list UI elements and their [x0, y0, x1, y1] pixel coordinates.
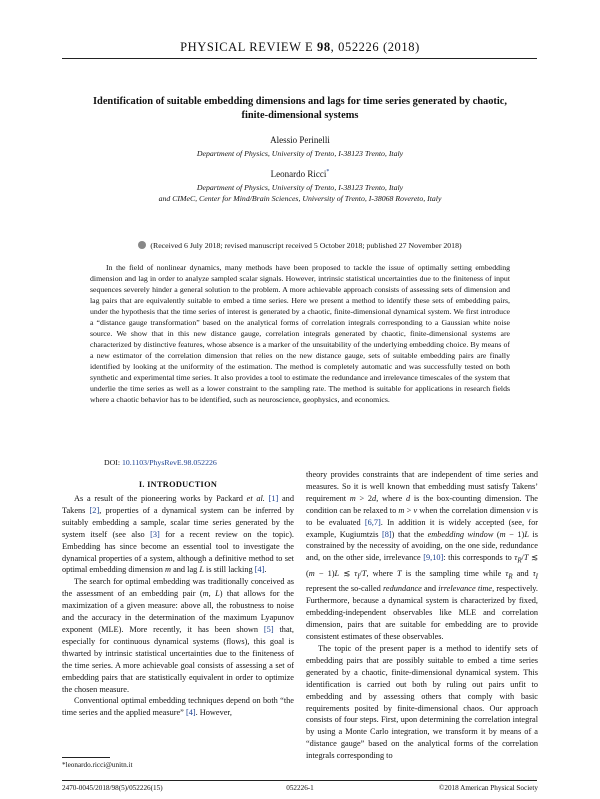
header-rule [62, 58, 537, 59]
journal-header [0, 40, 600, 55]
doi: DOI: 10.1103/PhysRevE.98.052226 [104, 458, 217, 467]
author-affiliation: Department of Physics, University of Trento, I-38123 Trento, Italy [196, 149, 404, 158]
footer-page: 052226-1 [286, 784, 314, 792]
abstract: In the field of nonlinear dynamics, many methods have been proposed to tackle the issue of optimally setting embedding dimension and lag in order to analyze sampled scalar signals. However, intrinsic statistical uncertainties due to the finiteness of input sequences severely hinder a general solution to the problem. A more achievable approach consists of assessing sets of dimension and lag pairs that are equivalently suitable to embed a time series. Here we present a method to identify these sets of embedding pairs, under the hypothesis that the time series of interest is generated by a chaotic, finite-dimensional dynamical system. We first introduce a “distance gauge transformation” based on the analytical forms of correlation integrals corresponding to a Gaussian white noise source. We show that in this new distance gauge, correlation integrals generated by chaotic, finite-dimensional systems are characterized by distinctive features, whose absence is a marker of the unsuitability of the underlying embedding choice. By means of a new estimator of the correlation dimension that relies on the new distance gauge, sets of suitable embedding pairs are finally identified by looking at the uniformity of the estimation. The method is completely automatic and was successfully tested on both synthetic and experimental time series. It also provides a tool to estimate the redundance and irrelevance timescales of the system that underlie the time series as well as a lower constraint to the sampling rate. The method is suitable for applications in research fields where a chaotic behavior has to be identified, such as neuroscience, geophysics, and economics. [90, 263, 510, 404]
left-column: As a result of the pioneering works by Packard et al. [1] and Takens [2], properties of a dynamical system can be inferred by suitably embedding a sample, scalar time series generated by the system itself (see also [3] for a recent review on the topic). Embedding has since become an essential tool to investigate the dynamical properties of a system, although a definitive method to set optimal embedding dimension m and lag L is still lacking [4]. The search for optimal embedding was traditionally conceived as the assessment of an embedding pair (m, L) that allows for the maximization of a given measure: above all, the robustness to noise and the accuracy in the determination of the maximum Lyapunov exponent (MLE). More recently, it has been shown [5] that, especially for continuous dynamical systems (flows), this goal is thwarted by intrinsic statistical uncertainties due to the finiteness of the time series. A more achievable goal consists of assessing a set of embedding pairs that are statistically equivalent in order to optimize the chosen measure. Conventional optimal embedding techniques depend on both “the time series and the applied measure” [4]. However, [62, 494, 295, 718]
journal-volume: 98 [316, 40, 331, 54]
journal-name: PHYSICAL REVIEW E [180, 40, 314, 54]
open-access-icon [138, 241, 146, 249]
footer-copyright: ©2018 American Physical Society [438, 784, 538, 792]
author-affiliation: Department of Physics, University of Trento, I-38123 Trento, Italy [196, 183, 404, 192]
footer-issn: 2470-0045/2018/98(5)/052226(15) [62, 784, 163, 792]
section-heading: I. INTRODUCTION [138, 480, 218, 489]
footnote-rule [62, 757, 110, 758]
footnote: *leonardo.ricci@unitn.it [62, 761, 133, 769]
author-affiliation: and CIMeC, Center for Mind/Brain Sciences, University of Trento, I-38068 Rovereto, Italy [158, 194, 442, 203]
author-mark: * [326, 169, 330, 175]
author-name: Alessio Perinelli [270, 135, 330, 145]
right-column: theory provides constraints that are independent of time series and measures. So it is well known that embedding must satisfy Takens’ requirement m > 2d, where d is the box-counting dimension. The condition can be relaxed to m > ν when the correlation dimension ν is to be evaluated [6,7]. In addition it is widely accepted (see, for example, Kugiumtzis [8]) that the embedding window (m − 1)L is constrained by the necessity of avoiding, on the one side, redundance and, on the other side, irrelevance [9,10]: this corresponds to $\tau_R/T$ ≲ (m − 1)L ≲ $\tau_I/T$, where T is the sampling time while $\tau_R$ and $\tau_I$ represent the so-called redundance and irrelevance time, respectively. Furthermore, because a dynamical system is characterized by fixed, embedding-independent observables like MLE and correlation dimension, pairs that are suitable for embedding are to provide consistent estimates of these observables. The topic of the present paper is a method to identify sets of embedding pairs that are possibly suitable to embed a time series generated by a chaotic, finite-dimensional dynamical system. This identification is carried out both by ruling out pairs unfit to embedding and by assessing others that comply with basic requirements posited by finite-dimensional chaos. Our approach consists of four steps. First, upon determining the correlation integral by using a Monte Carlo integration, we transform it by means of a “distance gauge” based on the analytical forms of the correlation integrals corresponding to [306, 470, 539, 761]
footer-rule [62, 780, 537, 781]
doi-link[interactable]: 10.1103/PhysRevE.98.052226 [121, 458, 217, 467]
journal-citation: , 052226 (2018) [330, 40, 420, 54]
paper-title: Identification of suitable embedding dimensions and lags for time series generated by chaotic, finite-dimensional systems [93, 96, 507, 121]
received-dates: (Received 6 July 2018; revised manuscript received 5 October 2018; published 27 November 2018) [0, 241, 600, 250]
author-name: Leonardo Ricci* [270, 169, 330, 179]
